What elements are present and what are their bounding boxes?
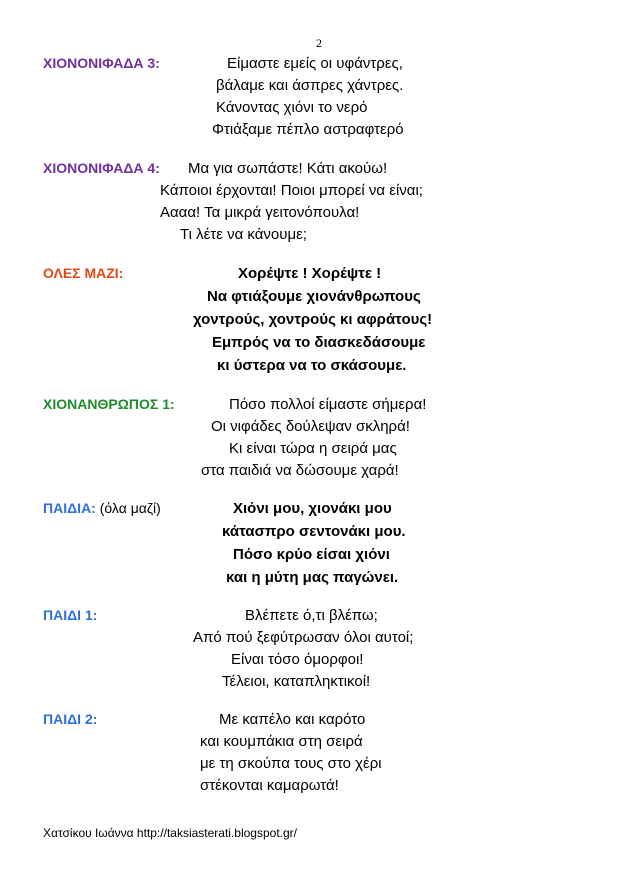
- speaker-label: ΟΛΕΣ ΜΑΖΙ:: [43, 265, 124, 281]
- verse-line: στα παιδιά να δώσουμε χαρά!: [201, 462, 399, 479]
- verse-line: Αααα! Τα μικρά γειτονόπουλα!: [160, 204, 360, 221]
- speaker-label: ΧΙΟΝΑΝΘΡΩΠΟΣ 1:: [43, 396, 175, 412]
- verse-line: Χιόνι μου, χιονάκι μου: [233, 500, 392, 517]
- verse-line: Χορέψτε ! Χορέψτε !: [238, 265, 382, 282]
- verse-line: Είμαστε εμείς οι υφάντρες,: [227, 55, 403, 72]
- verse-line: Κάποιοι έρχονται! Ποιοι μπορεί να είναι;: [160, 182, 423, 199]
- verse-line: Με καπέλο και καρότο: [219, 711, 366, 728]
- verse-line: Εμπρός να το διασκεδάσουμε: [212, 334, 426, 351]
- verse-line: Κι είναι τώρα η σειρά μας: [229, 440, 397, 457]
- speaker-name: ΠΑΙΔΙΑ:: [43, 500, 96, 516]
- verse-line: Τι λέτε να κάνουμε;: [180, 226, 307, 243]
- speaker-label: ΧΙΟΝΟΝΙΦΑΔΑ 4:: [43, 160, 160, 176]
- verse-line: κι ύστερα να το σκάσουμε.: [217, 357, 407, 374]
- verse-line: Πόσο κρύο είσαι χιόνι: [233, 546, 390, 563]
- verse-line: Μα για σωπάστε! Κάτι ακούω!: [188, 160, 388, 177]
- verse-line: Βλέπετε ό,τι βλέπω;: [245, 607, 378, 624]
- speaker-label: ΠΑΙΔΙ 1:: [43, 607, 98, 623]
- verse-line: βάλαμε και άσπρες χάντρες.: [216, 77, 404, 94]
- verse-line: Είναι τόσο όμορφοι!: [231, 651, 364, 668]
- verse-line: Πόσο πολλοί είμαστε σήμερα!: [229, 396, 427, 413]
- verse-line: Από πού ξεφύτρωσαν όλοι αυτοί;: [193, 629, 414, 646]
- verse-line: Να φτιάξουμε χιονάνθρωπους: [207, 288, 421, 305]
- verse-line: Φτιάξαμε πέπλο αστραφτερό: [212, 121, 404, 138]
- speaker-label: ΠΑΙΔΙ 2:: [43, 711, 98, 727]
- verse-line: με τη σκούπα τους στο χέρι: [200, 755, 382, 772]
- speaker-label: [43, 500, 161, 516]
- verse-line: και η μύτη μας παγώνει.: [226, 569, 399, 586]
- speaker-label: ΧΙΟΝΟΝΙΦΑΔΑ 3:: [43, 55, 160, 71]
- verse-line: χοντρούς, χοντρούς κι αφράτους!: [193, 311, 433, 328]
- verse-line: Κάνοντας χιόνι το νερό: [216, 99, 368, 116]
- verse-line: Τέλειοι, καταπληκτικοί!: [222, 673, 371, 690]
- verse-line: Οι νιφάδες δούλεψαν σκληρά!: [211, 418, 410, 435]
- footer-credit: Χατσίκου Ιωάννα http://taksiasterati.blogspot.gr/: [43, 826, 298, 840]
- speaker-note: (όλα μαζί): [99, 500, 161, 516]
- verse-line: κάτασπρο σεντονάκι μου.: [222, 523, 406, 540]
- verse-line: και κουμπάκια στη σειρά: [200, 733, 363, 750]
- page-number: 2: [316, 36, 322, 50]
- verse-line: στέκονται καμαρωτά!: [200, 777, 339, 794]
